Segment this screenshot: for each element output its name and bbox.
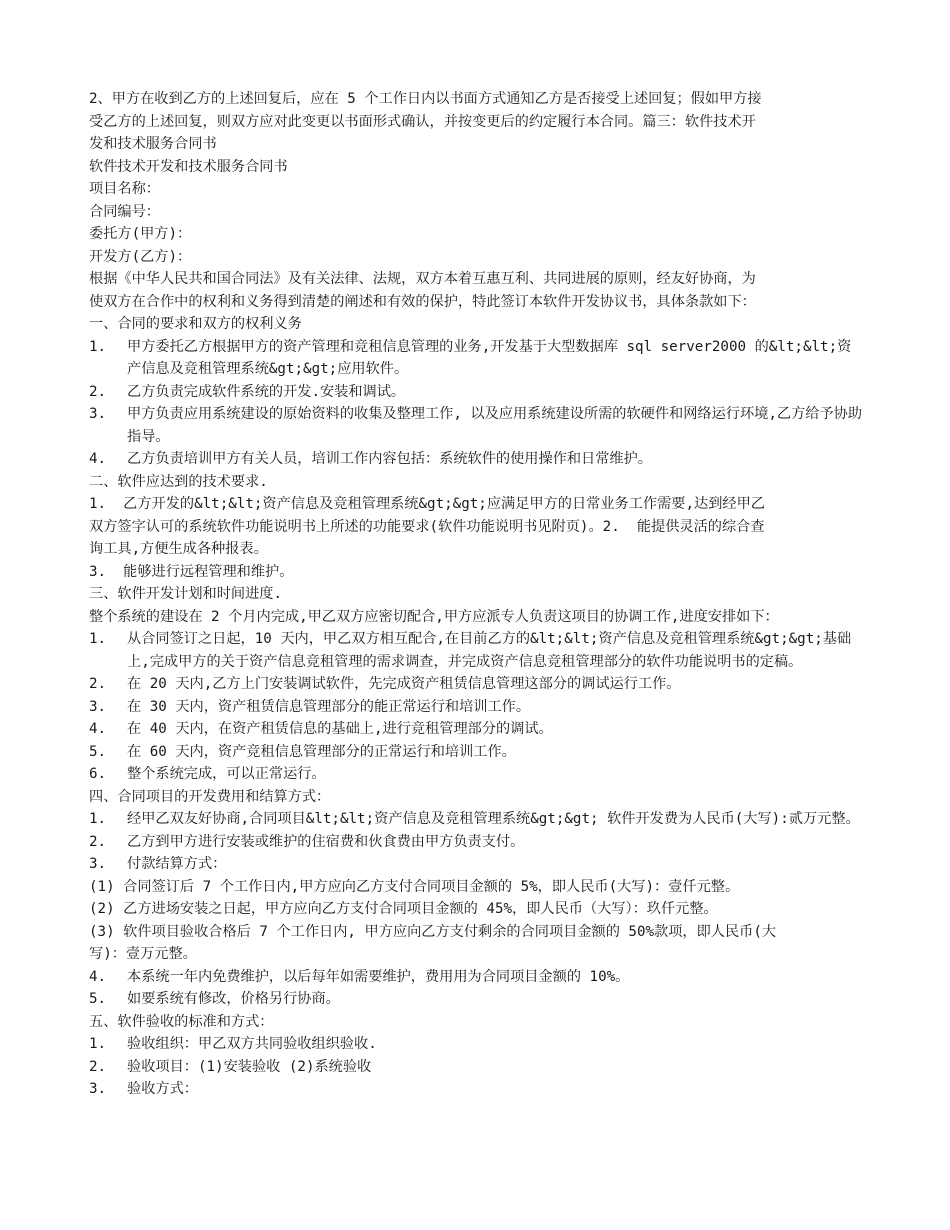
list-item — [89, 448, 865, 471]
text-line: 询工具,方便生成各种报表。 — [89, 541, 268, 557]
item-number: 4. — [89, 451, 107, 467]
list-item — [89, 628, 865, 673]
payment-term-line: (3) 软件项目验收合格后 7 个工作日内, 甲方应向乙方支付剩余的合同项目金额的 50%款项，即人民币(大 — [89, 923, 777, 940]
section-heading: 三、软件开发计划和时间进度. — [89, 586, 282, 602]
item-number: 4. — [89, 968, 107, 985]
item-number: 3. — [89, 406, 107, 422]
item-text: 乙方负责培训甲方有关人员，培训工作内容包括：系统软件的使用操作和日常维护。 — [127, 451, 652, 467]
payment-term-line: (1) 合同签订后 7 个工作日内,甲方应向乙方支付合同项目金额的 5%，即人民币(大写)：壹仟元整。 — [89, 878, 740, 895]
list-item — [89, 696, 865, 719]
payment-term-line: 写)：壹万元整。 — [89, 946, 197, 962]
document-page — [89, 88, 865, 1101]
text-line: 根据《中华人民共和国合同法》及有关法律、法规，双方本着互惠互利、共同进展的原则，经友好协商，为 — [89, 271, 756, 287]
item-number: 1. — [89, 811, 107, 827]
text-line: 3. 能够进行远程管理和维护。 — [89, 563, 294, 580]
list-item — [89, 1056, 865, 1079]
list-item — [89, 741, 865, 764]
text-line: 发和技术服务合同书 — [89, 136, 217, 152]
item-text: 乙方负责完成软件系统的开发.安装和调试。 — [127, 383, 406, 400]
text-line: 使双方在合作中的权利和义务得到清楚的阐述和有效的保护，特此签订本软件开发协议书，具体条款如下： — [89, 293, 756, 310]
item-text: 在 20 天内,乙方上门安装调试软件，先完成资产租赁信息管理这部分的调试运行工作。 — [127, 676, 681, 692]
text-line: 整个系统的建设在 2 个月内完成,甲乙双方应密切配合,甲方应派专人负责这项目的协调工作,进度安排如下： — [89, 608, 779, 625]
item-text: 甲方委托乙方根据甲方的资产管理和竞租信息管理的业务,开发基于大型数据库 sql server2000 的&lt;&lt;资产信息及竞租管理系统&gt;&gt;应用软件。 — [127, 338, 852, 377]
item-number: 2. — [89, 383, 107, 400]
item-number: 2. — [89, 1058, 107, 1075]
section-heading: 五、软件验收的标准和方式： — [89, 1013, 274, 1030]
project-name-field: 项目名称： — [89, 181, 160, 197]
item-number: 3. — [89, 698, 107, 715]
section-heading: 四、合同项目的开发费用和结算方式： — [89, 788, 331, 805]
item-number: 3. — [89, 1081, 107, 1097]
item-number: 1. — [89, 1036, 107, 1052]
item-text: 从合同签订之日起，10 天内，甲乙双方相互配合,在目前乙方的&lt;&lt;资产信息及竞租管理系统&gt;&gt;基础上,完成甲方的关于资产信息竞租管理的需求调查，并完成资产信息竞租管理部分的软件功能说明书的定稿。 — [127, 631, 852, 670]
document-title: 软件技术开发和技术服务合同书 — [89, 158, 288, 175]
list-item — [89, 1078, 865, 1101]
list-item — [89, 853, 865, 876]
list-item — [89, 403, 865, 448]
item-text: 如要系统有修改，价格另行协商。 — [127, 991, 340, 1007]
list-item — [89, 336, 865, 381]
section-heading: 一、合同的要求和双方的权利义务 — [89, 316, 302, 332]
item-text: 经甲乙双友好协商,合同项目&lt;&lt;资产信息及竞租管理系统&gt;&gt; 软件开发费为人民币(大写):贰万元整。 — [127, 811, 860, 827]
item-text: 在 60 天内，资产竞租信息管理部分的正常运行和培训工作。 — [127, 743, 516, 760]
list-item — [89, 831, 865, 854]
list-item — [89, 1033, 865, 1056]
contract-number-field: 合同编号： — [89, 203, 160, 220]
item-number: 4. — [89, 721, 107, 737]
list-item — [89, 673, 865, 696]
item-number: 1. — [89, 338, 107, 355]
item-text: 验收项目：(1)安装验收 (2)系统验收 — [127, 1058, 372, 1075]
list-item — [89, 808, 865, 831]
text-line: 2、甲方在收到乙方的上述回复后，应在 5 个工作日内以书面方式通知乙方是否接受上述回复；假如甲方接 — [89, 91, 762, 107]
client-party-field: 委托方(甲方)： — [89, 226, 192, 242]
text-line: 双方签字认可的系统软件功能说明书上所述的功能要求(软件功能说明书见附页)。2. 能提供灵活的综合查 — [89, 518, 765, 535]
item-text: 本系统一年内免费维护，以后每年如需要维护，费用用为合同项目金额的 10%。 — [127, 968, 630, 985]
list-item — [89, 966, 865, 989]
payment-term-line: (2) 乙方进场安装之日起，甲方应向乙方支付合同项目金额的 45%，即人民币（大写）：玖仟元整。 — [89, 901, 718, 917]
item-text: 验收方式： — [127, 1081, 198, 1097]
text-line: 1. 乙方开发的&lt;&lt;资产信息及竞租管理系统&gt;&gt;应满足甲方的日常业务工作需要,达到经甲乙 — [89, 496, 765, 512]
section-heading: 二、软件应达到的技术要求. — [89, 473, 268, 490]
list-item — [89, 988, 865, 1011]
list-item — [89, 718, 865, 741]
item-text: 整个系统完成，可以正常运行。 — [127, 766, 326, 782]
developer-party-field: 开发方(乙方)： — [89, 248, 192, 265]
item-text: 验收组织：甲乙双方共同验收组织验收. — [127, 1036, 377, 1052]
list-item — [89, 381, 865, 404]
text-line: 受乙方的上述回复，则双方应对此变更以书面形式确认，并按变更后的约定履行本合同。篇三：软件技术开 — [89, 113, 756, 130]
item-text: 甲方负责应用系统建设的原始资料的收集及整理工作, 以及应用系统建设所需的软硬件和网络运行环境,乙方给予协助指导。 — [127, 406, 863, 445]
item-text: 在 30 天内，资产租赁信息管理部分的能正常运行和培训工作。 — [127, 698, 531, 715]
item-number: 6. — [89, 766, 107, 782]
item-text: 在 40 天内，在资产租赁信息的基础上,进行竞租管理部分的调试。 — [127, 721, 553, 737]
item-number: 5. — [89, 743, 107, 760]
item-text: 乙方到甲方进行安装或维护的住宿费和伙食费由甲方负责支付。 — [127, 833, 525, 850]
item-number: 5. — [89, 991, 107, 1007]
item-number: 2. — [89, 833, 107, 850]
list-item — [89, 763, 865, 786]
item-number: 1. — [89, 631, 107, 647]
item-number: 3. — [89, 856, 107, 872]
item-text: 付款结算方式： — [127, 856, 227, 872]
item-number: 2. — [89, 676, 107, 692]
